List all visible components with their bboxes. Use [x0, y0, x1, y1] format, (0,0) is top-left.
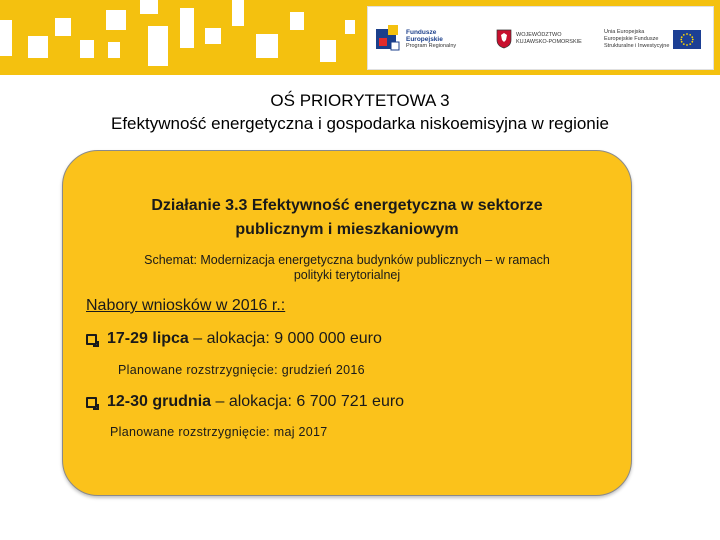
decorative-square [140, 0, 158, 14]
eu-line3: Strukturalne i Inwestycyjne [604, 42, 670, 49]
priority-axis-subtitle: Efektywność energetyczna i gospodarka niskoemisyjna w regionie [111, 114, 609, 133]
checkbox-bullet-icon [86, 397, 97, 408]
call-allocation: – alokacja: 6 700 721 euro [211, 393, 405, 410]
region-crest-icon [496, 29, 512, 49]
action-title-line1: Działanie 3.3 Efektywność energetyczna w sektorze [151, 197, 543, 214]
decorative-square [256, 34, 278, 58]
call-note: Planowane rozstrzygnięcie: grudzień 2016 [118, 363, 365, 377]
eu-logo [604, 19, 701, 59]
checkbox-bullet-icon [86, 334, 97, 345]
eu-flag-icon [673, 30, 701, 49]
decorative-square [80, 40, 94, 58]
fundusze-line2: Europejskie [406, 35, 443, 43]
priority-axis-title: OŚ PRIORYTETOWA 3 [270, 91, 450, 110]
call-note: Planowane rozstrzygnięcie: maj 2017 [110, 425, 328, 439]
fundusze-line3: Program Regionalny [406, 42, 457, 49]
region-logo [496, 19, 582, 59]
decorative-square [0, 20, 12, 56]
decorative-square [180, 8, 194, 48]
eu-line2: Europejskie Fundusze [604, 35, 659, 42]
decorative-square [290, 12, 304, 30]
call-dates: 12-30 grudnia [107, 393, 212, 410]
action-title-line2: publicznym i mieszkaniowym [235, 221, 459, 238]
call-dates: 17-29 lipca [107, 330, 189, 347]
list-item [86, 330, 382, 348]
decorative-square [106, 10, 126, 30]
decorative-square [320, 40, 336, 62]
region-line1: WOJEWÓDZTWO [516, 32, 562, 38]
decorative-square [205, 28, 221, 44]
fundusze-logo [376, 19, 456, 59]
decorative-square [345, 20, 355, 34]
fundusze-line1: Fundusze [406, 28, 437, 36]
decorative-square [108, 42, 120, 58]
region-line2: KUJAWSKO-POMORSKIE [516, 39, 582, 45]
scheme-line2: polityki terytorialnej [293, 268, 401, 282]
decorative-square [148, 26, 168, 66]
decorative-square [28, 36, 48, 58]
scheme-line1: Schemat: Modernizacja energetyczna budynków publicznych – w ramach [144, 253, 550, 267]
calls-heading: Nabory wniosków w 2016 r.: [86, 297, 286, 314]
call-allocation: – alokacja: 9 000 000 euro [188, 330, 382, 347]
eu-line1: Unia Europejska [604, 28, 645, 35]
list-item [86, 393, 404, 411]
logo-strip [367, 6, 714, 70]
decorative-square [55, 18, 71, 36]
decorative-square [232, 0, 244, 26]
header-banner [0, 0, 720, 75]
info-card [62, 150, 632, 496]
fundusze-emblem-icon [376, 25, 402, 53]
